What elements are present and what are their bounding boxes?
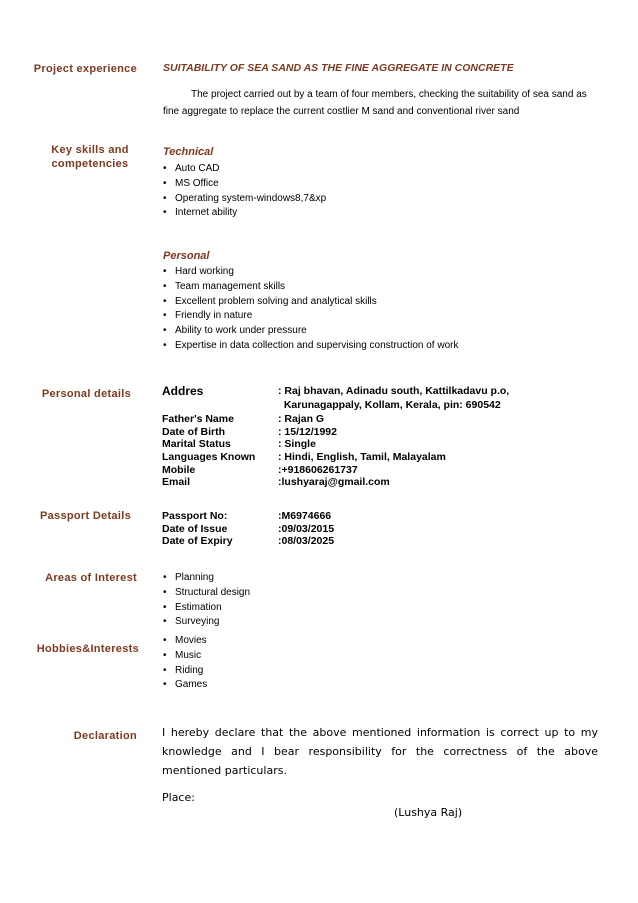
passport-details-table bbox=[162, 510, 334, 548]
detail-key: Marital Status bbox=[162, 438, 231, 451]
detail-value: : Rajan G bbox=[278, 413, 325, 426]
technical-skill-item: • Operating system-windows8,7&xp bbox=[163, 192, 583, 207]
technical-skill-item: • Internet ability bbox=[163, 206, 583, 221]
hobby-item: • Music bbox=[163, 649, 463, 664]
declaration-place: Place: bbox=[162, 791, 195, 804]
section-label-passport-details: Passport Details bbox=[39, 510, 131, 522]
detail-key: Date of Birth bbox=[162, 425, 225, 438]
detail-value: :09/03/2015 bbox=[278, 522, 335, 535]
detail-value: Karunagappaly, Kollam, Kerala, pin: 690542 bbox=[278, 398, 501, 411]
detail-value: :+918606261737 bbox=[278, 463, 358, 476]
interest-item: • Surveying bbox=[163, 615, 463, 630]
project-title: SUITABILITY OF SEA SAND AS THE FINE AGGREGATE IN CONCRETE bbox=[163, 62, 514, 74]
detail-value: :M6974666 bbox=[278, 510, 332, 522]
detail-key: Passport No: bbox=[162, 510, 228, 522]
interest-item: • Planning bbox=[163, 571, 463, 586]
detail-key: Father's Name bbox=[162, 413, 234, 426]
interest-item: • Structural design bbox=[163, 586, 463, 601]
detail-row bbox=[162, 413, 509, 426]
personal-skill-item: • Excellent problem solving and analytical skills bbox=[163, 295, 613, 310]
personal-skills-heading: Personal bbox=[163, 250, 210, 262]
personal-skill-item: • Hard working bbox=[163, 265, 613, 280]
detail-row bbox=[162, 535, 334, 548]
detail-row bbox=[162, 510, 334, 523]
section-label-project-experience: Project experience bbox=[33, 63, 137, 75]
detail-value: : 15/12/1992 bbox=[278, 425, 337, 438]
detail-row bbox=[162, 451, 509, 464]
personal-skill-item: • Team management skills bbox=[163, 280, 613, 295]
technical-skills-list bbox=[163, 162, 583, 221]
detail-value: : Raj bhavan, Adinadu south, Kattilkadavu p.o, bbox=[278, 385, 510, 397]
detail-value: : Single bbox=[278, 438, 316, 451]
detail-row bbox=[162, 426, 509, 439]
declaration-text: I hereby declare that the above mentioned information is correct up to my knowledge and I bear responsibility for the correctness of the above mentioned particulars. bbox=[162, 726, 598, 777]
technical-skill-item: • Auto CAD bbox=[163, 162, 583, 177]
detail-row bbox=[162, 464, 509, 477]
detail-key: Email bbox=[162, 476, 191, 489]
section-label-areas-of-interest: Areas of Interest bbox=[45, 572, 137, 584]
detail-row bbox=[162, 476, 509, 489]
section-label-personal-details: Personal details bbox=[41, 388, 131, 400]
personal-details-table bbox=[162, 385, 509, 489]
detail-value: :lushyaraj@gmail.com bbox=[278, 476, 390, 489]
section-label-declaration: Declaration bbox=[73, 730, 137, 742]
hobby-item: • Movies bbox=[163, 634, 463, 649]
personal-skill-item: • Friendly in nature bbox=[163, 309, 613, 324]
interest-item: • Estimation bbox=[163, 601, 463, 616]
personal-skills-list bbox=[163, 265, 613, 354]
detail-key: Date of Issue bbox=[162, 522, 228, 535]
hobby-item: • Riding bbox=[163, 664, 463, 679]
detail-value: : Hindi, English, Tamil, Malayalam bbox=[278, 450, 446, 463]
section-label-key-skills: Key skills and competencies bbox=[51, 144, 129, 170]
project-description: The project carried out by a team of four members, checking the suitability of sea sand as fine aggregate to replace the current costlier M sand and conventional river sand bbox=[163, 89, 587, 117]
detail-row bbox=[162, 399, 509, 414]
detail-value: :08/03/2025 bbox=[278, 535, 335, 548]
detail-row bbox=[162, 523, 334, 536]
detail-row bbox=[162, 385, 509, 399]
areas-of-interest-list bbox=[163, 571, 463, 630]
detail-key bbox=[162, 399, 278, 414]
detail-row bbox=[162, 438, 509, 451]
hobbies-list bbox=[163, 634, 463, 693]
technical-skill-item: • MS Office bbox=[163, 177, 583, 192]
technical-heading: Technical bbox=[163, 146, 214, 158]
hobby-item: • Games bbox=[163, 678, 463, 693]
detail-key: Addres bbox=[162, 384, 204, 398]
section-label-hobbies: Hobbies&Interests bbox=[36, 643, 139, 655]
detail-key: Mobile bbox=[162, 463, 196, 476]
personal-skill-item: • Expertise in data collection and supervising construction of work bbox=[163, 339, 613, 354]
detail-key: Languages Known bbox=[162, 450, 256, 463]
declaration-signature: (Lushya Raj) bbox=[394, 806, 463, 819]
personal-skill-item: • Ability to work under pressure bbox=[163, 324, 613, 339]
detail-key: Date of Expiry bbox=[162, 535, 233, 548]
